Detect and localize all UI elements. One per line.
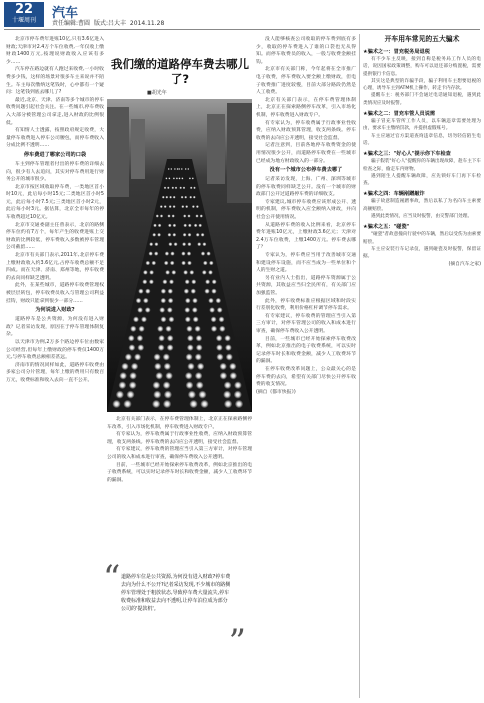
headlight-glow <box>172 214 175 217</box>
sidebar-divider <box>359 34 360 698</box>
headlight-glow <box>146 261 151 266</box>
headlight-glow <box>172 187 175 190</box>
headlight-glow <box>192 205 195 208</box>
headlight-glow <box>137 344 144 351</box>
paragraph: 道路停车是公共资源，为何没有进入财政？记者采访发现，原因在于停车管理体制复杂。 <box>6 317 104 338</box>
headlight-glow <box>219 326 225 332</box>
headlight-glow <box>161 289 166 294</box>
headlight-glow <box>153 381 161 389</box>
paragraph: 最近,北京、天津、济南等多个城市的停车收费问题引起社会关注。在一些城市,停车费收入大部分被管理公司拿走,进入财政的比例很低。 <box>6 97 104 126</box>
headlight-glow <box>162 196 165 199</box>
headlight-glow <box>149 251 153 255</box>
headlight-glow <box>201 233 205 237</box>
headlight-glow <box>192 298 198 304</box>
paragraph: 记者注意到，目前各地停车收费资金的使用情况很少公开，而道路停车收费在一些城市已经成为地方财政收入的一部分。 <box>256 143 356 164</box>
headlight-glow <box>186 326 192 332</box>
headlight-glow <box>224 335 231 342</box>
headlight-glow <box>152 400 160 408</box>
paragraph: 北京市交通委副主任曾表示，北京的路侧停车位约有7万个，每年产生的收费进账上交财政的比例较低，停车费收入多数被停车管理公司截留…… <box>6 222 104 251</box>
headlight-glow <box>165 326 171 332</box>
paragraph: 北京有关部门表示，在停车费管理体制上，北京正在探索路侧停车改革，引入市场化机制，停车收费进入财政专户。 <box>256 97 356 118</box>
headlight-glow <box>167 344 174 351</box>
headlight-glow <box>169 196 172 199</box>
headlight-glow <box>131 363 138 370</box>
headlight-glow <box>216 335 223 342</box>
paragraph: 骗子假装"好心人"提醒你的车辆出现故障，趁车主下车检查之际，偷走车内财物。 <box>363 159 481 172</box>
headlight-glow <box>155 372 163 380</box>
traffic-photo <box>107 99 252 412</box>
headlight-glow <box>169 279 174 284</box>
headlight-glow <box>129 381 137 389</box>
sidebar-section-head: ★骗术之二：冒充车管人员说需 <box>363 111 436 118</box>
headlight-glow <box>168 316 174 322</box>
headlight-glow <box>158 344 165 351</box>
headlight-glow <box>134 353 141 360</box>
page-number: 22 <box>14 2 34 17</box>
headlight-glow <box>187 344 194 351</box>
headlight-glow <box>152 233 156 237</box>
paragraph: 此外，停车收费标准应根据区域和时段实行差别化收费，利用价格杠杆调节停车需求。 <box>256 298 356 312</box>
headlight-glow <box>189 177 191 179</box>
headlight-glow <box>223 391 231 399</box>
headlight-glow <box>164 261 169 266</box>
headlight-glow <box>160 214 163 217</box>
paragraph: 有专家建议，停车收费的管理应当引入第三方审计，对停车管理公司的收入和成本进行审查，确保停车费收入公开透明。 <box>107 447 252 460</box>
headlight-glow <box>189 196 192 199</box>
sidebar-section-head: ★骗术之四：车辆剐蹭敲诈 <box>363 191 425 198</box>
sidebar-section-5 <box>363 223 481 260</box>
headlight-glow <box>179 187 182 190</box>
headlight-glow <box>170 168 172 170</box>
sidebar-section-4 <box>363 190 481 220</box>
headlight-glow <box>185 298 191 304</box>
headlight-glow <box>190 187 193 190</box>
headlight-glow <box>216 353 223 360</box>
paper-name: 十堰周刊 <box>11 17 36 24</box>
headlight-glow <box>176 177 178 179</box>
headlight-glow <box>184 307 190 313</box>
headlight-glow <box>178 177 180 179</box>
headlight-glow <box>225 344 232 351</box>
headlight-glow <box>126 391 134 399</box>
quote-open-mark: “ <box>103 558 121 598</box>
sidebar-section-1 <box>363 48 481 107</box>
headlight-glow <box>198 224 202 228</box>
headlight-glow <box>211 326 217 332</box>
headlight-glow <box>211 289 216 294</box>
headlight-glow <box>192 177 194 179</box>
headlight-glow <box>187 251 191 255</box>
headlight-glow <box>234 391 242 399</box>
headlight-glow <box>123 400 131 408</box>
headlight-glow <box>181 177 183 179</box>
sidebar-section-2 <box>363 110 481 147</box>
headlight-glow <box>158 224 162 228</box>
page-header <box>0 0 484 30</box>
headlight-glow <box>154 251 158 255</box>
headlight-glow <box>181 168 183 170</box>
headlight-glow <box>186 381 194 389</box>
paragraph: 骗子冒充车管所工作人员，以车辆违章需要处理为由，要求车主缴纳罚款，并提供虚假账号。 <box>363 119 481 132</box>
headlight-glow <box>174 242 178 246</box>
headlight-glow <box>173 177 175 179</box>
headlight-glow <box>149 279 154 284</box>
headlight-glow <box>172 233 176 237</box>
headlight-glow <box>125 353 132 360</box>
pull-quote <box>103 558 246 662</box>
headlight-glow <box>168 168 170 170</box>
sidebar-section-3 <box>363 150 481 187</box>
headlight-glow <box>136 298 142 304</box>
paragraph: 目前，一些城市已经开始探索停车收费改革，例如北京推出的电子收费系统，可以实时记录停车时长和收费金额，减少人工收费环节的漏洞。 <box>107 462 252 483</box>
headlight-glow <box>164 363 171 370</box>
headlight-glow <box>211 316 217 322</box>
header-rule <box>4 29 480 30</box>
headlight-glow <box>137 307 143 313</box>
article-col-2-lower <box>107 416 252 564</box>
article-col-3 <box>256 36 356 698</box>
date: 2014.11.28 <box>129 20 165 27</box>
headlight-glow <box>187 242 191 246</box>
headlight-glow <box>185 205 188 208</box>
headlight-glow <box>183 270 188 275</box>
paragraph: 北京市有关部门表示,2011年,北京停车费上缴财政收入约3.6亿元,占停车收费总额不足四成。而在天津、济南、郑州等地，停车收费的去向同样缺乏透明。 <box>6 253 104 281</box>
headlight-glow <box>168 289 173 294</box>
headlight-glow <box>163 381 171 389</box>
headlight-glow <box>165 270 170 275</box>
sidebar-section-head: ★骗术之一：冒充税务局退税 <box>363 49 430 55</box>
headlight-glow <box>112 400 120 408</box>
headlight-glow <box>160 205 163 208</box>
headlight-glow <box>128 335 135 342</box>
headlight-glow <box>164 205 167 208</box>
paragraph: 车主应安装行车记录仪，遇到碰瓷及时报警，保留证据。 <box>363 246 481 260</box>
headlight-glow <box>153 224 157 228</box>
headlight-glow <box>183 224 187 228</box>
paragraph: 汽车停在路边就有人跑过来收费,一小时收费多少钱，这样的场景对很多车主来说并不陌生。车主每次缴纳这笔钱时，心中都有一个疑问：这笔钱到底去哪儿了? <box>6 67 104 96</box>
headlight-glow <box>193 316 199 322</box>
headlight-glow <box>187 214 190 217</box>
headlight-glow <box>181 261 186 266</box>
source-credit: (摘自《都市快报》) <box>256 389 296 395</box>
paragraph: 以天津市为例,2万多个路边停车位由数家公司经营,但每年上缴财政的停车费仅1400万元,与停车收费总额相差甚远。 <box>6 339 104 361</box>
headlight-glow <box>189 270 194 275</box>
headlight-glow <box>152 261 157 266</box>
headlight-glow <box>192 307 198 313</box>
headlight-glow <box>116 391 124 399</box>
headlight-glow <box>185 316 191 322</box>
headlight-glow <box>170 251 174 255</box>
headlight-glow <box>157 233 161 237</box>
subhead: 为何说进入财政? <box>35 307 75 314</box>
paragraph: 在停车收费改革问题上，公众最关心的是停车费的去向，希望有关部门尽快公开停车收费的收支情况。 <box>256 366 356 388</box>
headlight-glow <box>119 372 127 380</box>
headlight-glow <box>220 363 227 370</box>
headlight-glow <box>204 289 209 294</box>
paragraph: 遇到此类情况，应当及时报警，由交警部门处理。 <box>371 214 473 220</box>
paragraph: 此外，在某些城市，道路停车收费管理权被层层转包，停车收费员收入与管理公司利益挂钩，财政只能拿到很少一部分…… <box>6 283 104 304</box>
headlight-glow <box>194 326 200 332</box>
headlight-glow <box>129 344 136 351</box>
headlight-glow <box>165 196 168 199</box>
header-meta <box>52 18 166 27</box>
paragraph: 遇到陌生人提醒车辆故障，应先锁好车门再下车检查。 <box>363 173 481 187</box>
headlight-glow <box>175 187 178 190</box>
editor: 责任编辑:曹圆 <box>52 20 91 27</box>
headlight-glow <box>154 363 161 370</box>
headlight-glow <box>161 298 167 304</box>
headlight-glow <box>200 400 208 408</box>
headlight-glow <box>200 214 203 217</box>
headlight-glow <box>173 224 177 228</box>
headlight-glow <box>153 391 161 399</box>
sidebar-source-credit: (摘自汽车之家) <box>448 261 481 267</box>
headlight-glow <box>224 400 232 408</box>
headlight-glow <box>162 279 167 284</box>
paragraph: 提醒车主：税务部门不会通过电话通知退税，遇到此类情况应及时报警。 <box>363 93 481 106</box>
pull-quote-text: 道路停车位是公共资源,为何没有进入财政?停车费去向为什么不公开?记者采访发现,不少城市的路侧停车管理处于粗放状态,导致停车费大量流失,停车收费标准和收益去向不透明,让停车泊位成为部分公司的'提款机'。 <box>121 574 231 612</box>
paragraph: 没人能够核查公司收取的停车费到底有多少，收取的停车费进入了谁的口袋也无从得知。而停车收费员的收入，一般与收费金额挂钩。 <box>256 37 356 65</box>
headlight-glow <box>164 391 172 399</box>
headlight-glow <box>168 224 172 228</box>
headlight-glow <box>186 353 193 360</box>
headlight-glow <box>185 168 187 170</box>
headlight-glow <box>184 196 187 199</box>
feature-author: ■胡光年 <box>147 90 167 96</box>
headlight-glow <box>168 298 174 304</box>
headlight-glow <box>197 363 204 370</box>
headlight-glow <box>145 289 150 294</box>
headlight-glow <box>234 381 242 389</box>
headlight-glow <box>141 316 147 322</box>
headlight-glow <box>201 251 205 255</box>
headlight-glow <box>133 316 139 322</box>
headlight-glow <box>226 353 233 360</box>
headlight-glow <box>230 372 238 380</box>
section-title: 汽车 <box>52 6 79 21</box>
headlight-glow <box>164 187 167 190</box>
headlight-glow <box>165 372 173 380</box>
headlight-glow <box>138 289 143 294</box>
headlight-glow <box>173 205 176 208</box>
headlight-glow <box>193 187 196 190</box>
layout-designer: 版式:吕大丰 <box>93 20 126 27</box>
headlight-glow <box>205 279 210 284</box>
page-number-box <box>4 2 44 27</box>
headlight-glow <box>217 307 223 313</box>
headlight-glow <box>167 335 174 342</box>
headlight-glow <box>173 196 176 199</box>
headlight-glow <box>195 372 203 380</box>
headlight-glow <box>202 242 206 246</box>
quote-close-mark: ” <box>228 622 246 662</box>
headlight-glow <box>196 205 199 208</box>
headlight-glow <box>185 279 190 284</box>
headlight-glow <box>193 196 196 199</box>
paragraph: 专家建议,城市停车收费应该形成公开、透明的机制，停车费收入应全额纳入财政，并向社会公开使用情况。 <box>256 199 356 221</box>
headlight-glow <box>165 251 169 255</box>
sidebar-section-head: ★骗术之三："好心人"提示你下车检查 <box>363 151 451 158</box>
headlight-glow <box>216 298 222 304</box>
headlight-glow <box>208 298 214 304</box>
headlight-glow <box>187 168 189 170</box>
headlight-glow <box>188 224 192 228</box>
paragraph: 北京市有关部门称，今年起将在全市推广电子收费，停车费收入要全额上缴财政，但电子收费推广进度较慢，目前大部分路段仍然是人工收费。 <box>256 67 356 96</box>
headlight-glow <box>208 270 213 275</box>
headlight-glow <box>163 353 170 360</box>
headlight-glow <box>203 261 208 266</box>
headlight-glow <box>158 335 165 342</box>
headlight-glow <box>178 168 180 170</box>
headlight-glow <box>196 233 200 237</box>
headlight-glow <box>163 400 171 408</box>
paragraph: 有专家建议，停车收费的管理应当引入第三方审计，对停车管理公司的收入和成本进行审查，确保停车费收入公开透明。 <box>256 313 356 334</box>
paragraph: 车主到停车管理者付出的停车费的详细去向，很少有人去追问，其实对停车费用进行财务公开的城市很少。 <box>6 161 104 183</box>
headlight-glow <box>187 363 194 370</box>
headlight-glow <box>181 251 185 255</box>
paragraph: 济南市的情况同样如此，道路停车收费由多家公司分片管理，每年上缴的费用只有数百万元，收费标准和收入去向一直不公开。 <box>6 362 104 383</box>
headlight-glow <box>169 205 172 208</box>
headlight-glow <box>195 353 202 360</box>
headlight-glow <box>185 372 193 380</box>
headlight-glow <box>195 214 198 217</box>
headlight-glow <box>138 326 144 332</box>
headlight-glow <box>149 270 154 275</box>
paragraph: 有不少车主反映，接到自称是税务局工作人员的电话，说因国家政策调整，购车可以退还部分购置税，需要提供银行卡信息。 <box>363 57 481 77</box>
headlight-glow <box>168 177 170 179</box>
headlight-glow <box>171 270 176 275</box>
headlight-glow <box>154 242 158 246</box>
headlight-glow <box>154 353 161 360</box>
paragraph: 有知情人士透露，按照政府规定收费，大量停车收费进入停车公司腰包，而停车费收入分成比例不透明…… <box>6 128 104 149</box>
headlight-glow <box>196 381 204 389</box>
headlight-glow <box>161 316 167 322</box>
paragraph: 骗子故意制造剐蹭事故，然后以私了为名向车主索要高额赔偿。 <box>363 199 481 212</box>
headlight-glow <box>168 233 172 237</box>
headlight-glow <box>220 372 228 380</box>
headlight-glow <box>142 279 147 284</box>
headlight-glow <box>167 187 170 190</box>
headlight-glow <box>143 270 148 275</box>
headlight-glow <box>174 168 176 170</box>
headlight-glow <box>187 335 194 342</box>
sidebar-section-head: ★骗术之五："碰瓷" <box>363 224 410 231</box>
headlight-glow <box>130 326 136 332</box>
paragraph: 从道路停车费的收入比例来看，北京停车费年进账10亿元，上缴财政3.6亿元；天津对2.4万车位收费，上缴1400万元。停车费去哪了？ <box>256 222 356 251</box>
paragraph: 记者采访发现，上海、广州、深圳等城市的停车收费同样缺乏公开。没有一个城市的财政部门公开过道路停车费的详细收支。 <box>256 177 356 198</box>
headlight-glow <box>219 316 225 322</box>
subhead: 没有一个城市公布停车费去哪了 <box>269 167 343 174</box>
headlight-glow <box>188 233 192 237</box>
feature-graphic <box>107 57 252 412</box>
headlight-glow <box>187 261 192 266</box>
headlight-glow <box>129 372 137 380</box>
feature-title: 我们缴的道路停车费去哪儿了? <box>111 57 249 86</box>
sidebar-title: 开车用车常见的五大骗术 <box>384 35 460 43</box>
paragraph: "碰瓷"者故意撞向行驶中的车辆，然后以受伤为由索要赔偿。 <box>363 232 481 245</box>
headlight-glow <box>196 344 203 351</box>
headlight-glow <box>198 391 206 399</box>
headlight-glow <box>183 187 186 190</box>
paragraph: 北京市停车费年进账10亿,只有3.6亿进入财政;天津市对2.4万个车位收费,一年仅收上缴财政1400万元,按理说财政收入应该有多少…… <box>6 37 104 65</box>
article-col-1 <box>6 36 104 698</box>
headlight-glow <box>181 196 184 199</box>
headlight-glow <box>191 289 196 294</box>
headlight-glow <box>137 335 144 342</box>
paragraph: 北京市按区域收取停车费，一类地区首小时10元，此后每小时15元;二类地区首小时5元，此后每小时7.5元;三类地区首小时2元，此后每小时3元。据估算，北京全市每年的停车收费超过10亿元。 <box>6 184 104 221</box>
headlight-glow <box>167 214 170 217</box>
headlight-glow <box>168 242 172 246</box>
headlight-glow <box>212 279 217 284</box>
headlight-glow <box>143 298 149 304</box>
headlight-glow <box>149 242 153 246</box>
headlight-glow <box>181 205 184 208</box>
paragraph: 另有业内人士指出，道路停车资源属于公共资源，其收益应当归全民所有，有关部门应加强监管。 <box>256 275 356 296</box>
headlight-glow <box>157 326 163 332</box>
headlight-glow <box>121 363 128 370</box>
headlight-glow <box>235 400 243 408</box>
headlight-glow <box>197 242 201 246</box>
headlight-glow <box>209 261 214 266</box>
paragraph: 有专家认为，停车收费属于行政事业性收费，应纳入财政预算管理，收支两条线。停车收费的去向应公开透明，接受社会监督。 <box>107 432 252 445</box>
headlight-glow <box>165 177 167 179</box>
sidebar-article <box>363 34 481 698</box>
headlight-glow <box>209 307 215 313</box>
headlight-glow <box>202 270 207 275</box>
headlight-glow <box>224 381 232 389</box>
headlight-glow <box>183 233 187 237</box>
headlight-glow <box>196 335 203 342</box>
headlight-glow <box>156 214 159 217</box>
paragraph: 目前，一些城市已经开始探索停车收费改革，例如北京推出的电子收费系统，可以实时记录停车时长和收费金额，减少人工收费环节的漏洞。 <box>256 336 356 365</box>
headlight-glow <box>170 261 175 266</box>
headlight-glow <box>189 400 197 408</box>
headlight-glow <box>159 307 165 313</box>
headlight-glow <box>206 251 210 255</box>
headlight-glow <box>229 363 236 370</box>
headlight-glow <box>167 307 173 313</box>
headlight-glow <box>145 307 151 313</box>
headlight-glow <box>194 224 198 228</box>
headlight-glow <box>183 214 186 217</box>
headlight-glow <box>216 344 223 351</box>
paragraph: 北京有关部门表示，在停车费管理体制上，北京正在探索路侧停车改革，引入市场化机制，停车收费进入财政专户。 <box>107 417 252 430</box>
paragraph: 有专家认为，停车收费属于行政事业性收费，应纳入财政预算管理，收支两条线。停车收费的去向应公开透明，接受社会监督。 <box>256 120 356 141</box>
headlight-glow <box>191 279 196 284</box>
paragraph: 其实这是典型的诈骗手段，骗子利用车主想要退税的心理，诱导车主到ATM机上操作，转走卡内存款。 <box>363 78 481 92</box>
headlight-glow <box>184 289 189 294</box>
headlight-glow <box>182 242 186 246</box>
paragraph: 车主应通过官方渠道查询违章信息，切勿轻信陌生电话。 <box>363 133 481 146</box>
headlight-glow <box>119 381 127 389</box>
headlight-glow <box>188 391 196 399</box>
subhead: 停车费进了哪家公司的口袋 <box>23 151 87 158</box>
paragraph: 专家认为，停车费应当用于改善城市交通和建设停车设施，而不应当成为一些单位和个人的生财之道。 <box>256 253 356 274</box>
